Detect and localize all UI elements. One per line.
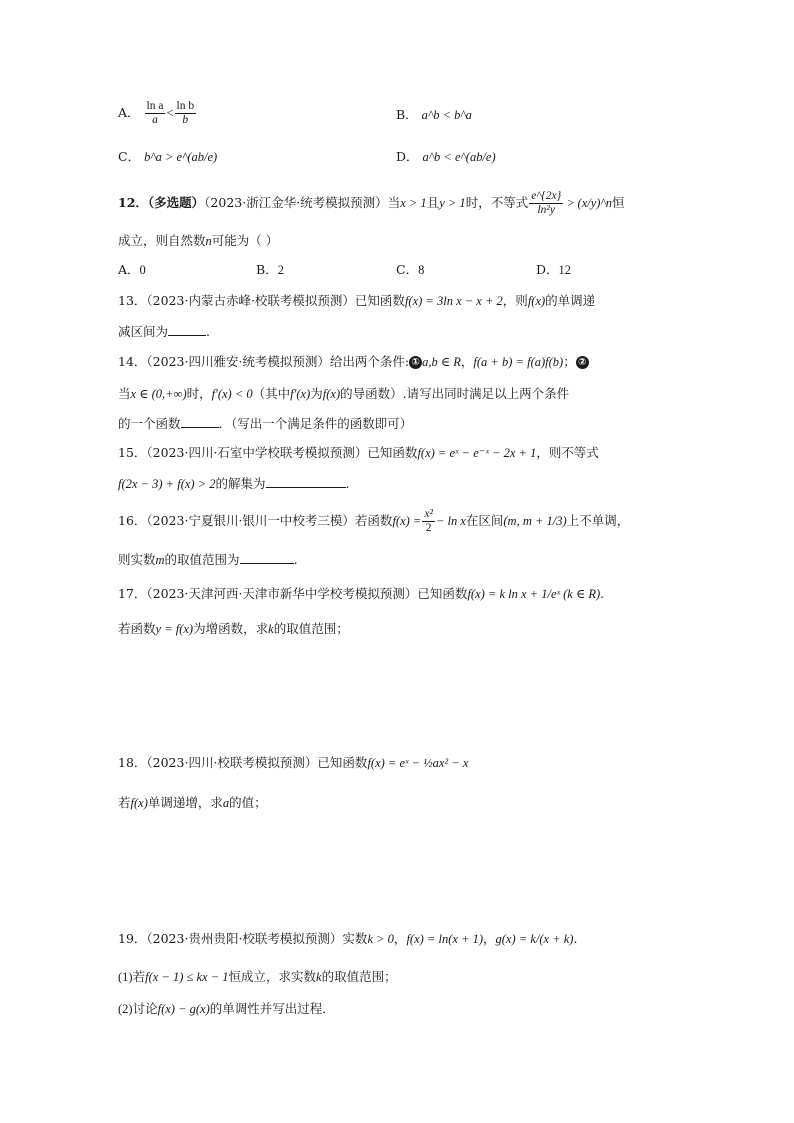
q15-stem: 15．（2023·四川·石室中学校联考模拟预测）已知函数f(x) = eˣ − e⁻ˣ − 2x + 1，则不等式 <box>118 445 599 460</box>
answer-blank[interactable] <box>181 414 219 428</box>
q16-stem-cont: 则实数m的取值范围为 . <box>118 552 298 567</box>
answer-blank[interactable] <box>168 322 206 336</box>
q17-stem: 17．（2023·天津河西·天津市新华中学校考模拟预测）已知函数f(x) = k ln x + 1/eˣ (k ∈ R). <box>118 586 605 601</box>
q12-stem: 12．（多选题）（2023·浙江金华·统考模拟预测）当x > 1且y > 1时，不等式 $\frac{e\^{}\{2x\}}{\text{ln²y}}$ > (x/y)^n恒 <box>118 190 625 216</box>
q15-stem-cont: f(2x − 3) + f(x) > 2的解集为 . <box>118 476 350 491</box>
q19-part-2: (2)讨论f(x) − g(x)的单调性并写出过程． <box>118 1001 335 1016</box>
q18-stem-cont: 若f(x)单调递增，求a的值； <box>118 795 267 810</box>
q14-stem-line3: 的一个函数 ．（写出一个满足条件的函数即可） <box>118 416 413 431</box>
q14-stem-line2: 当x ∈ (0,+∞)时，f′(x) < 0（其中f′(x)为f(x)的导函数）.请写出同时满足以上两个条件 <box>118 386 570 401</box>
q12-choice-d: D．12 <box>536 262 572 277</box>
circled-two-icon: ② <box>576 356 589 369</box>
fraction: $\frac{\text{x²}}{2}$ <box>424 508 433 534</box>
q13-stem-cont: 减区间为 . <box>118 324 210 339</box>
q19-stem: 19．（2023·贵州贵阳·校联考模拟预测）实数k > 0，f(x) = ln(x + 1)，g(x) = k/(x + k). <box>118 931 578 946</box>
circled-one-icon: ① <box>409 356 422 369</box>
q11-option-d: D． a^b < e^(ab/e) <box>396 149 496 164</box>
q12-choice-c: C．8 <box>396 262 425 277</box>
q16-stem: 16．（2023·宁夏银川·银川一中校考三模）若函数f(x) = $\frac{\text{x²}}{2}$ − ln x在区间(m, m + 1/3)上不单调， <box>118 508 630 534</box>
q12-choice-b: B．2 <box>256 262 284 277</box>
fraction: $\frac{\text{ln a}}{a}$ <box>146 100 164 126</box>
answer-blank[interactable] <box>266 474 346 488</box>
q18-stem: 18．（2023·四川·校联考模拟预测）已知函数f(x) = eˣ − ½ax² − x <box>118 755 469 770</box>
fraction: $\frac{\text{ln b}}{b}$ <box>176 100 195 126</box>
q13-stem: 13．（2023·内蒙古赤峰·校联考模拟预测）已知函数f(x) = 3ln x − x + 2，则f(x)的单调递 <box>118 293 596 308</box>
q17-stem-cont: 若函数y = f(x)为增函数，求k的取值范围； <box>118 621 349 636</box>
q11-option-a: A． $\frac{\text{ln a}}{a}$ < $\frac{\text{ln b}}{b}$ <box>118 100 195 126</box>
fraction: $\frac{e\^{}\{2x\}}{\text{ln²y}}$ <box>531 190 562 216</box>
q19-part-1: (1)若f(x − 1) ≤ kx − 1恒成立，求实数k的取值范围； <box>118 969 397 984</box>
q11-option-c: C． b^a > e^(ab/e) <box>118 149 218 164</box>
q11-option-b: B． a^b < b^a <box>396 107 472 122</box>
q12-stem-cont: 成立，则自然数n可能为（ ） <box>118 233 279 248</box>
q12-choice-a: A．0 <box>118 262 146 277</box>
answer-blank[interactable] <box>240 550 294 564</box>
q14-stem: 14．（2023·四川雅安·统考模拟预测）给出两个条件: ① a,b ∈ R，f(a + b) = f(a)f(b)； ② <box>118 353 589 371</box>
